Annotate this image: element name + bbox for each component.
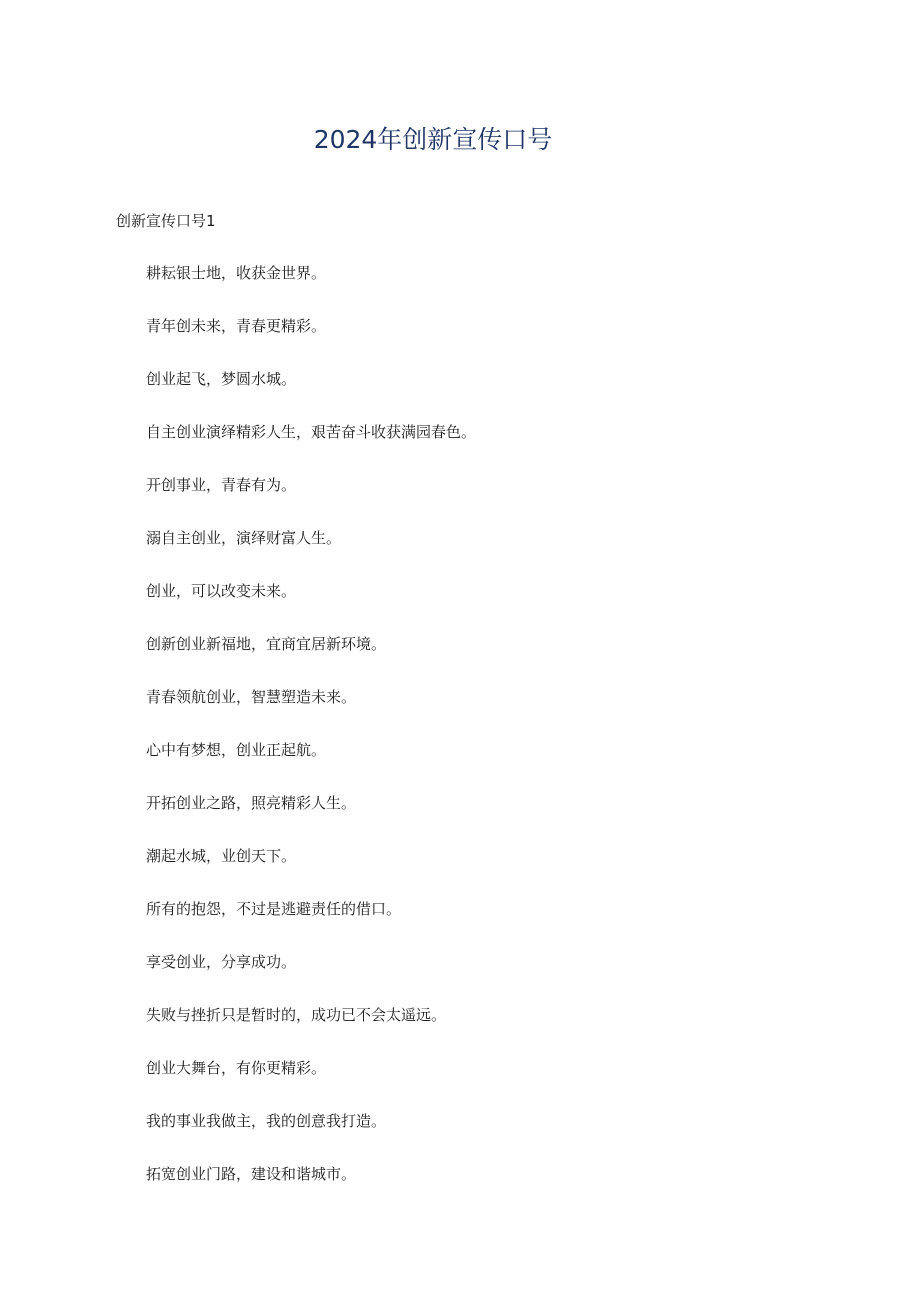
slogan-item: 失败与挫折只是暂时的，成功已不会太遥远。 [146,1006,447,1024]
slogan-item: 创业起飞，梦圆水城。 [146,370,297,388]
slogan-item: 心中有梦想，创业正起航。 [146,741,327,759]
slogan-item: 耕耘银士地，收获金世界。 [146,264,327,282]
slogan-item: 拓宽创业门路，建设和谐城市。 [146,1165,357,1183]
slogan-item: 创业，可以改变未来。 [146,582,297,600]
slogan-item: 开拓创业之路，照亮精彩人生。 [146,794,357,812]
slogan-item: 开创事业，青春有为。 [146,476,297,494]
slogan-item: 我的事业我做主，我的创意我打造。 [146,1112,387,1130]
slogan-item: 创新创业新福地，宜商宜居新环境。 [146,635,387,653]
slogan-item: 创业大舞台，有你更精彩。 [146,1059,327,1077]
slogan-item: 享受创业，分享成功。 [146,953,297,971]
document-title: 2024年创新宣传口号 [313,125,553,154]
slogan-item: 青年创未来，青春更精彩。 [146,317,327,335]
slogan-item: 溺自主创业，演绎财富人生。 [146,529,342,547]
slogan-item: 所有的抱怨，不过是逃避责任的借口。 [146,900,402,918]
slogan-item: 自主创业演绎精彩人生，艰苦奋斗收获满园春色。 [146,423,477,441]
slogan-item: 潮起水城，业创天下。 [146,847,297,865]
section-heading: 创新宣传口号1 [116,212,216,230]
slogan-item: 青春领航创业，智慧塑造未来。 [146,688,357,706]
slogan-list [146,262,476,1216]
